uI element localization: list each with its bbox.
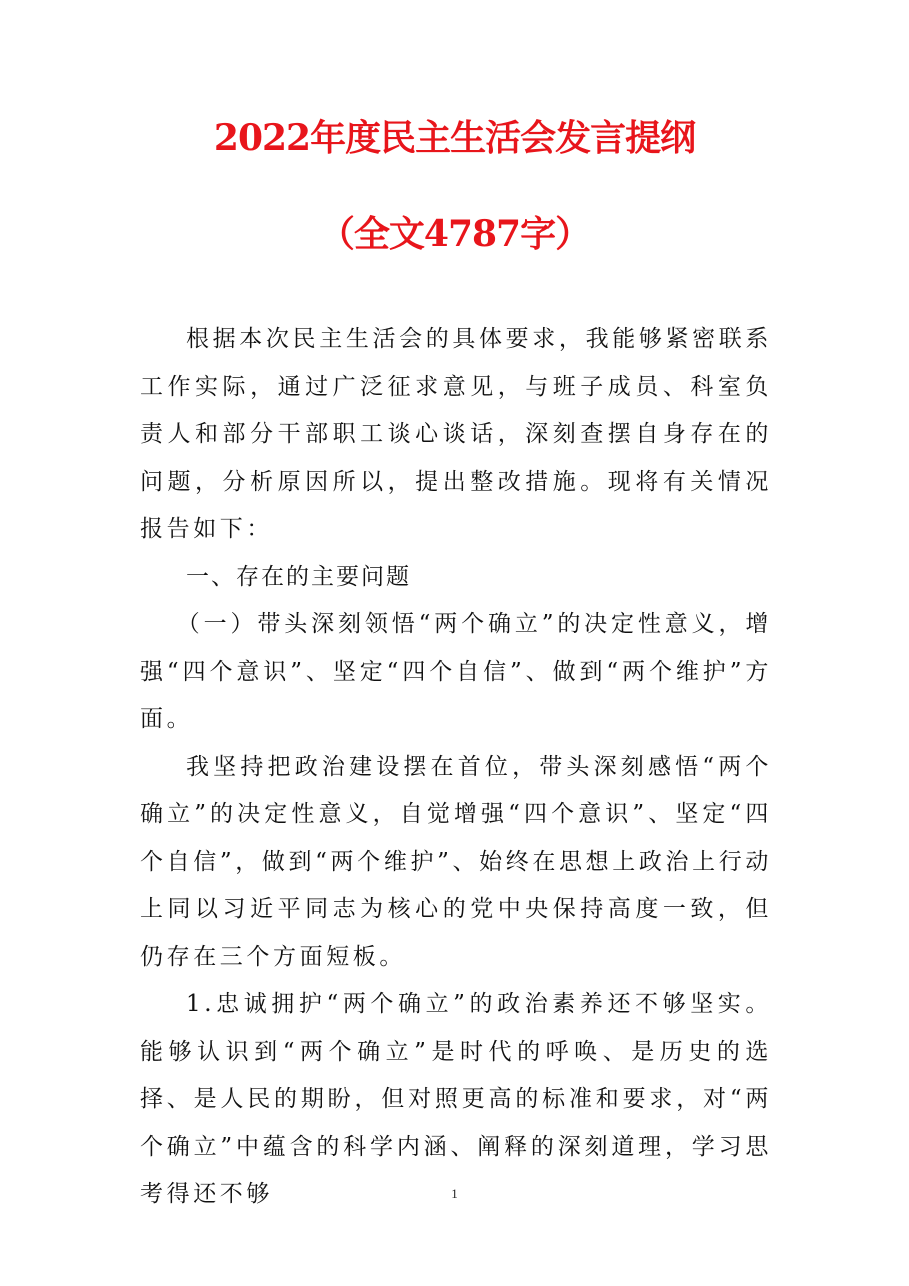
page-number: 1 (451, 1186, 458, 1201)
subsection-heading: （一）带头深刻领悟“两个确立”的决定性意义，增强“四个意识”、坚定“四个自信”、做到“两个维护”方面。 (140, 611, 772, 732)
body-paragraph: 我坚持把政治建设摆在首位，带头深刻感悟“两个确立”的决定性意义，自觉增强“四个意识”、坚定“四个自信”，做到“两个维护”、始终在思想上政治上行动上同以习近平同志为核心的党中央保持高度一致，但仍存在三个方面短板。 (140, 753, 772, 970)
body-paragraph: 1.忠诚拥护“两个确立”的政治素养还不够坚实。能够认识到“两个确立”是时代的呼唤、是历史的选择、是人民的期盼，但对照更高的标准和要求，对“两个确立”中蕴含的科学内涵、阐释的深刻道理，学习思考得还不够 (140, 991, 772, 1207)
section-heading: 一、存在的主要问题 (186, 563, 411, 590)
document-subtitle: （全文4787字） (318, 213, 591, 255)
document-body (140, 316, 772, 1219)
intro-paragraph: 根据本次民主生活会的具体要求，我能够紧密联系工作实际，通过广泛征求意见，与班子成员、科室负责人和部分干部职工谈心谈话，深刻查摆自身存在的问题，分析原因所以，提出整改措施。现将有关情况报告如下： (140, 326, 772, 542)
document-title: 2022年度民主生活会发言提纲 (213, 117, 696, 159)
